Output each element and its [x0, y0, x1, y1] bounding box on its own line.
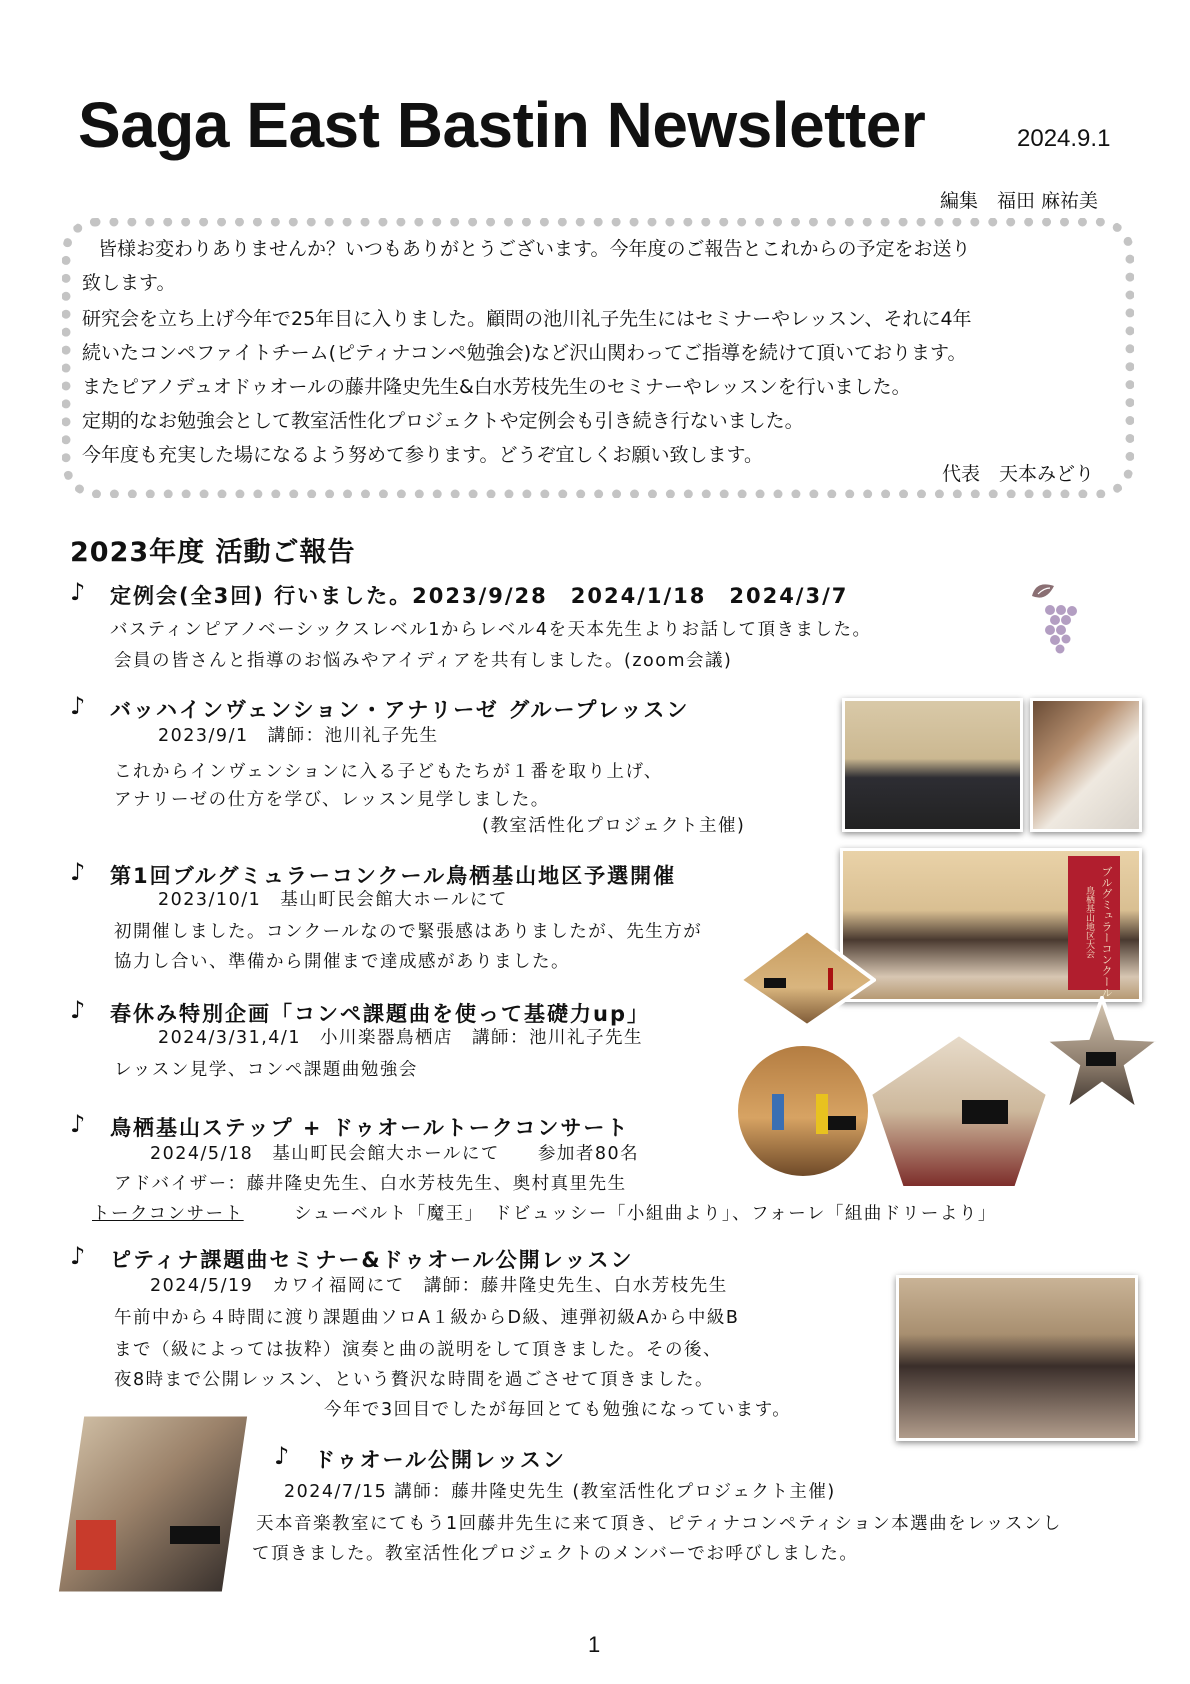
- item-heading: 鳥栖基山ステップ + ドゥオールトークコンサート: [110, 1116, 630, 1140]
- item-text: バスティンピアノベーシックスレベル1からレベル4を天本先生よりお話して頂きました。: [110, 620, 872, 640]
- item-text: 2024/5/18 基山町民会館大ホールにて 参加者80名: [150, 1144, 640, 1164]
- note-icon: ♪: [70, 1110, 86, 1138]
- item-heading: 春休み特別企画「コンペ課題曲を使って基礎力up」: [110, 1002, 650, 1026]
- banner-title: ブルグミュラーコンクール: [1100, 866, 1113, 998]
- greeting-line: 続いたコンペファイトチーム(ピティナコンペ勉強会)など沢山関わってご指導を続けて頂いております。: [82, 342, 967, 364]
- representative-signature: 代表 天本みどり: [942, 463, 1095, 485]
- item-text: 天本音楽教室にてもう1回藤井先生に来て頂き、ピティナコンペティション本選曲をレッスンし: [256, 1514, 1062, 1534]
- photo-duo-circle: [732, 1040, 874, 1182]
- note-icon: ♪: [70, 996, 86, 1024]
- competition-banner: [1068, 856, 1120, 998]
- item-heading: 第1回ブルグミュラーコンクール鳥栖基山地区予選開催: [110, 864, 677, 888]
- page-number: 1: [588, 1632, 601, 1657]
- item-text: 2023/10/1 基山町民会館大ホールにて: [158, 890, 508, 910]
- photo-invention-lesson: [842, 698, 1023, 832]
- greeting-line: 今年度も充実した場になるよう努めて参ります。どうぞ宜しくお願い致します。: [82, 444, 763, 466]
- item-text: 午前中から４時間に渡り課題曲ソロA１級からD級、連弾初級Aから中級B: [114, 1308, 740, 1328]
- photo-lesson-scores: [1030, 698, 1142, 832]
- greeting-line: 致します。: [82, 272, 176, 294]
- item-text: まで（級によっては抜粋）演奏と曲の説明をして頂きました。その後、: [114, 1340, 722, 1360]
- item-text: 2023/9/1 講師：池川礼子先生: [158, 726, 439, 746]
- talk-concert-label: トークコンサート: [92, 1204, 244, 1224]
- item-text: 初開催しました。コンクールなので緊張感はありましたが、先生方が: [114, 922, 703, 942]
- item-text: アドバイザー：藤井隆史先生、白水芳枝先生、奥村真里先生: [114, 1174, 627, 1194]
- note-icon: ♪: [70, 578, 86, 606]
- greeting-line: 皆様お変わりありませんか？いつもありがとうございます。今年度のご報告とこれからの予定をお送り: [98, 238, 971, 260]
- photo-seminar-group: [896, 1275, 1138, 1441]
- photo-lesson-piano-parallelogram: [52, 1410, 254, 1598]
- item-heading: ドゥオール公開レッスン: [314, 1448, 566, 1472]
- item-heading: バッハインヴェンション・アナリーゼ グループレッスン: [110, 698, 690, 722]
- note-icon: ♪: [274, 1442, 290, 1470]
- note-icon: ♪: [70, 858, 86, 886]
- item-text: シューベルト「魔王」 ドビュッシー「小組曲より」、フォーレ「組曲ドリーより」: [294, 1204, 997, 1224]
- item-text: 2024/7/15 講師：藤井隆史先生 (教室活性化プロジェクト主催): [284, 1482, 836, 1502]
- item-heading: ピティナ課題曲セミナー&ドゥオール公開レッスン: [110, 1248, 634, 1272]
- note-icon: ♪: [70, 1242, 86, 1270]
- item-text: て頂きました。教室活性化プロジェクトのメンバーでお呼びしました。: [252, 1544, 859, 1564]
- banner-subtitle: 鳥栖基山地区大会: [1084, 886, 1094, 958]
- item-text: 協力し合い、準備から開催まで達成感がありました。: [114, 952, 570, 972]
- item-text: 夜8時まで公開レッスン、という贅沢な時間を過ごさせて頂きました。: [114, 1370, 715, 1390]
- greeting-line: 研究会を立ち上げ今年で25年目に入りました。顧問の池川礼子先生にはセミナーやレッスン、それに4年: [82, 308, 972, 330]
- item-text: アナリーゼの仕方を学び、レッスン見学しました。: [114, 790, 550, 810]
- editor-credit: 編集 福田 麻祐美: [940, 190, 1099, 212]
- item-text: 今年で3回目でしたが毎回とても勉強になっています。: [324, 1400, 792, 1420]
- newsletter-title: Saga East Bastin Newsletter: [78, 89, 926, 161]
- item-heading: 定例会(全3回) 行いました。2023/9/28 2024/1/18 2024/3/7: [110, 584, 849, 608]
- photo-concert-stage-diamond: [738, 928, 876, 1028]
- item-text: レッスン見学、コンペ課題曲勉強会: [114, 1060, 418, 1080]
- item-text: これからインヴェンションに入る子どもたちが１番を取り上げ、: [114, 762, 663, 782]
- photo-piano-star: [1040, 996, 1164, 1114]
- item-text: (教室活性化プロジェクト主催): [482, 816, 746, 836]
- issue-date: 2024.9.1: [1017, 125, 1111, 152]
- photo-audience-pentagon: [866, 1030, 1052, 1192]
- note-icon: ♪: [70, 692, 86, 720]
- item-text: 会員の皆さんと指導のお悩みやアイディアを共有しました。(zoom会議): [114, 651, 733, 671]
- item-text: 2024/5/19 カワイ福岡にて 講師：藤井隆史先生、白水芳枝先生: [150, 1276, 728, 1296]
- grape-icon: [1024, 578, 1084, 654]
- greeting-line: またピアノデュオドゥオールの藤井隆史先生&白水芳枝先生のセミナーやレッスンを行いました。: [82, 376, 911, 398]
- greeting-line: 定期的なお勉強会として教室活性化プロジェクトや定例会も引き続き行ないました。: [82, 410, 804, 432]
- report-section-title: 2023年度 活動ご報告: [70, 537, 356, 568]
- item-text: 2024/3/31,4/1 小川楽器鳥栖店 講師：池川礼子先生: [158, 1028, 643, 1048]
